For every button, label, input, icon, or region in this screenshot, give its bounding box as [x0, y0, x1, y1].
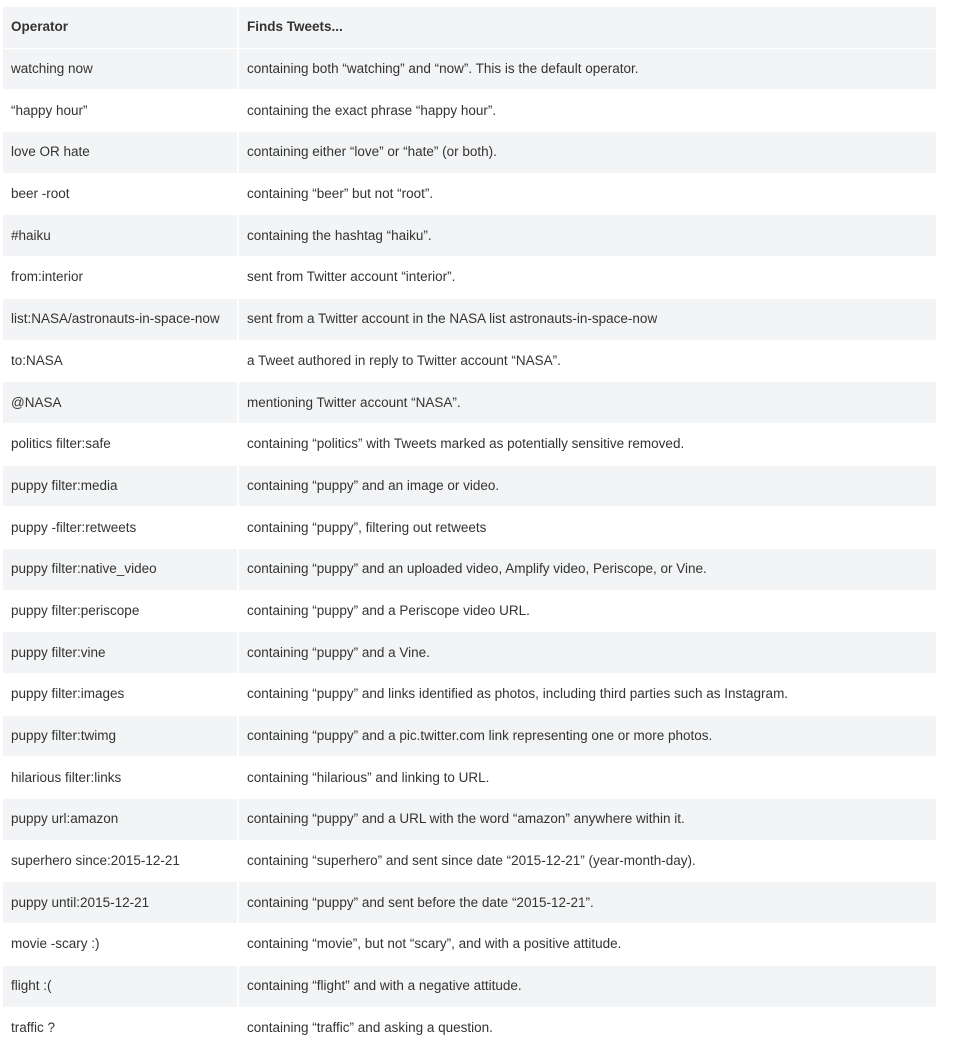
- operator-cell: puppy filter:twimg: [3, 715, 239, 757]
- table-row: [3, 840, 936, 882]
- table-row: [3, 965, 936, 1007]
- operator-cell: politics filter:safe: [3, 423, 239, 465]
- operator-cell: to:NASA: [3, 340, 239, 382]
- table-row: [3, 881, 936, 923]
- table-row: [3, 256, 936, 298]
- finds-tweets-cell: containing “puppy” and a pic.twitter.com link representing one or more photos.: [239, 715, 936, 757]
- operator-cell: love OR hate: [3, 131, 239, 173]
- operator-cell: flight :(: [3, 965, 239, 1007]
- operator-cell: traffic ?: [3, 1007, 239, 1048]
- table-row: [3, 465, 936, 507]
- operator-cell: watching now: [3, 48, 239, 90]
- finds-tweets-cell: containing the hashtag “haiku”.: [239, 214, 936, 256]
- finds-tweets-cell: containing “puppy” and links identified as photos, including third parties such as Instagram.: [239, 673, 936, 715]
- table-row: [3, 923, 936, 965]
- table-body: [3, 48, 936, 1048]
- table-row: [3, 673, 936, 715]
- table-row: [3, 298, 936, 340]
- table-row: [3, 89, 936, 131]
- operator-cell: puppy filter:native_video: [3, 548, 239, 590]
- finds-tweets-cell: containing “beer” but not “root”.: [239, 173, 936, 215]
- table-row: [3, 48, 936, 90]
- operator-cell: puppy filter:vine: [3, 631, 239, 673]
- table-row: [3, 381, 936, 423]
- operator-cell: puppy until:2015-12-21: [3, 881, 239, 923]
- operator-cell: hilarious filter:links: [3, 756, 239, 798]
- finds-tweets-cell: containing “puppy” and an uploaded video, Amplify video, Periscope, or Vine.: [239, 548, 936, 590]
- finds-tweets-cell: containing “puppy” and an image or video.: [239, 465, 936, 507]
- table-row: [3, 631, 936, 673]
- operator-cell: puppy -filter:retweets: [3, 506, 239, 548]
- finds-tweets-cell: sent from a Twitter account in the NASA list astronauts-in-space-now: [239, 298, 936, 340]
- operator-cell: from:interior: [3, 256, 239, 298]
- operator-cell: #haiku: [3, 214, 239, 256]
- table-row: [3, 548, 936, 590]
- table-row: [3, 340, 936, 382]
- operator-cell: superhero since:2015-12-21: [3, 840, 239, 882]
- operator-cell: movie -scary :): [3, 923, 239, 965]
- finds-tweets-cell: containing “puppy” and sent before the date “2015-12-21”.: [239, 881, 936, 923]
- table-row: [3, 756, 936, 798]
- operator-cell: @NASA: [3, 381, 239, 423]
- finds-tweets-cell: containing “movie”, but not “scary”, and with a positive attitude.: [239, 923, 936, 965]
- finds-tweets-cell: containing “hilarious” and linking to URL.: [239, 756, 936, 798]
- table-row: [3, 506, 936, 548]
- finds-tweets-cell: containing “puppy” and a Vine.: [239, 631, 936, 673]
- finds-tweets-cell: containing “flight” and with a negative attitude.: [239, 965, 936, 1007]
- table-row: [3, 131, 936, 173]
- finds-tweets-cell: containing either “love” or “hate” (or both).: [239, 131, 936, 173]
- table-row: [3, 590, 936, 632]
- finds-tweets-cell: containing “puppy” and a URL with the word “amazon” anywhere within it.: [239, 798, 936, 840]
- finds-tweets-cell: containing “superhero” and sent since date “2015-12-21” (year-month-day).: [239, 840, 936, 882]
- finds-tweets-cell: containing “traffic” and asking a question.: [239, 1007, 936, 1048]
- search-operators-table: [3, 7, 936, 1048]
- finds-tweets-cell: a Tweet authored in reply to Twitter account “NASA”.: [239, 340, 936, 382]
- finds-tweets-cell: mentioning Twitter account “NASA”.: [239, 381, 936, 423]
- finds-tweets-cell: sent from Twitter account “interior”.: [239, 256, 936, 298]
- operator-cell: “happy hour”: [3, 89, 239, 131]
- operator-cell: list:NASA/astronauts-in-space-now: [3, 298, 239, 340]
- finds-tweets-cell: containing “puppy”, filtering out retweets: [239, 506, 936, 548]
- table-row: [3, 173, 936, 215]
- column-header-finds-tweets: Finds Tweets...: [239, 7, 936, 48]
- finds-tweets-cell: containing “politics” with Tweets marked as potentially sensitive removed.: [239, 423, 936, 465]
- finds-tweets-cell: containing both “watching” and “now”. This is the default operator.: [239, 48, 936, 90]
- operator-cell: puppy url:amazon: [3, 798, 239, 840]
- table-row: [3, 798, 936, 840]
- table-header-row: [3, 7, 936, 48]
- table-row: [3, 1007, 936, 1048]
- column-header-operator: Operator: [3, 7, 239, 48]
- operator-cell: beer -root: [3, 173, 239, 215]
- operator-cell: puppy filter:media: [3, 465, 239, 507]
- table-row: [3, 715, 936, 757]
- operator-cell: puppy filter:images: [3, 673, 239, 715]
- table-header: [3, 7, 936, 48]
- finds-tweets-cell: containing “puppy” and a Periscope video URL.: [239, 590, 936, 632]
- finds-tweets-cell: containing the exact phrase “happy hour”.: [239, 89, 936, 131]
- table-row: [3, 423, 936, 465]
- operator-cell: puppy filter:periscope: [3, 590, 239, 632]
- table-row: [3, 214, 936, 256]
